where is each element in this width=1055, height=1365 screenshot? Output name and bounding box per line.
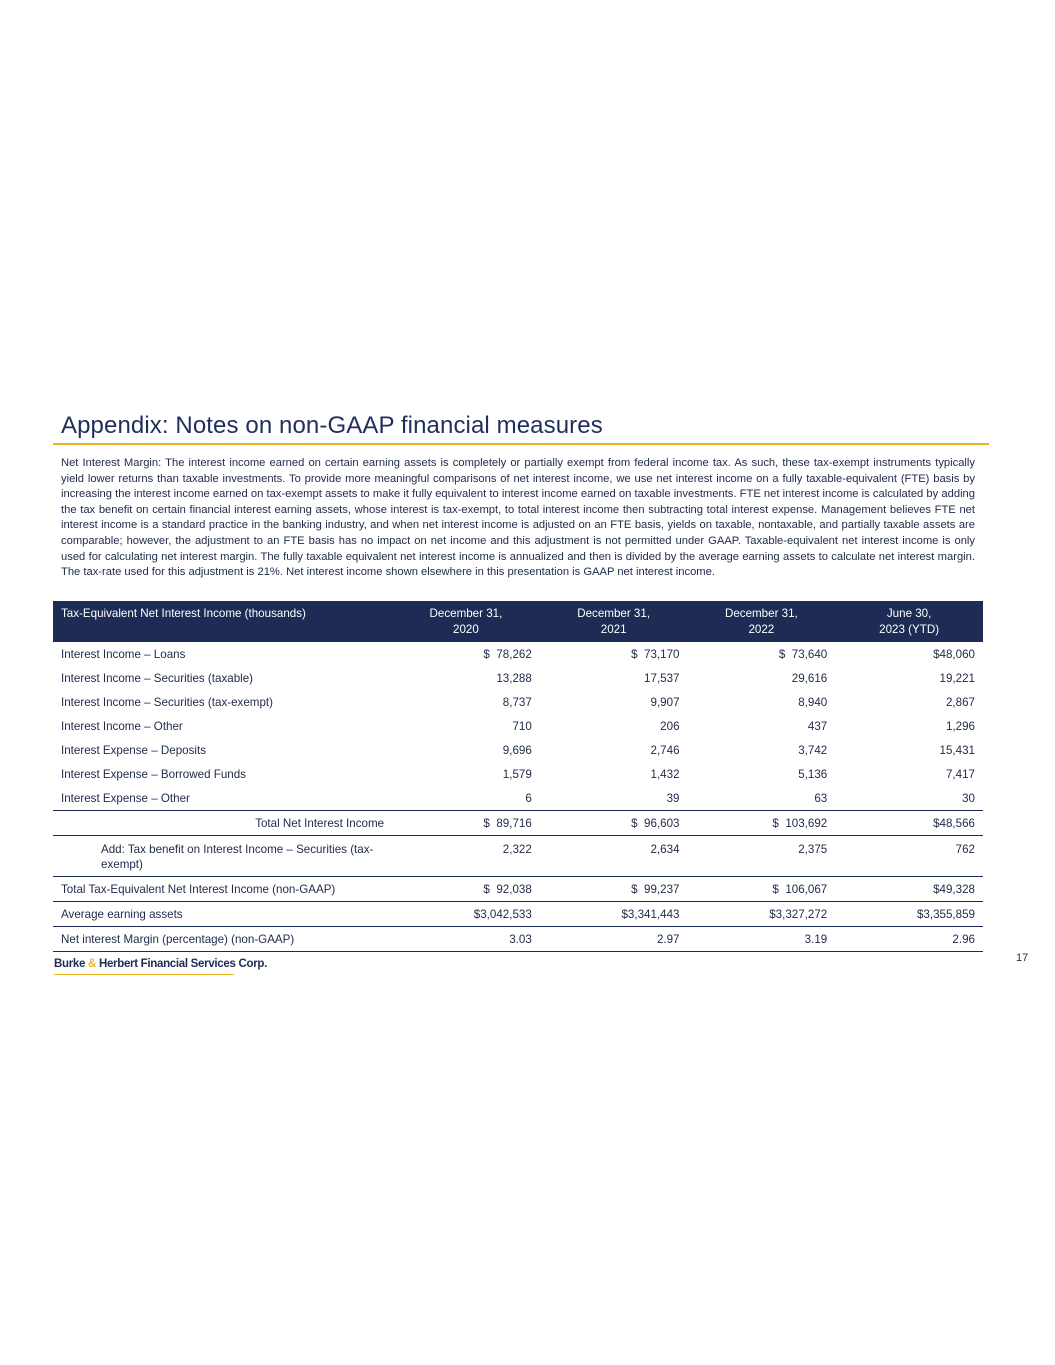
cell-value: 2.96 — [835, 927, 983, 952]
total-row — [53, 811, 983, 836]
total-row — [53, 877, 983, 902]
company-logo: Burke & Herbert Financial Services Corp. — [54, 958, 268, 970]
cell-value: 2.97 — [540, 927, 688, 952]
intro-paragraph: Net Interest Margin: The interest income earned on certain earning assets is completely or partially exempt from federal income tax. As such, these tax-exempt instruments typically yield lower returns than taxable investments. To provide more meaningful comparisons of net interest income, we use net interest income on a fully taxable-equivalent (FTE) basis by increasing the interest income earned on tax-exempt assets to make it fully equivalent to interest income earned on taxable investments. FTE net interest income is calculated by adding the tax benefit on certain financial interest earning assets, whose interest is tax-exempt, to total interest income then subtracting total interest expense. Management believes FTE net interest income is a standard practice in the banking industry, and when net interest income is adjusted on an FTE basis, yields on taxable, nontaxable, and partially taxable assets are comparable; however, the adjustment to an FTE basis has no impact on net income and this adjustment is not permitted under GAAP. Taxable-equivalent net interest income is only used for calculating net interest margin. The fully taxable equivalent net interest income is annualized and then is divided by the average earning assets to calculate net interest margin. The tax-rate used for this adjustment is 21%. Net interest income shown elsewhere in this presentation is GAAP net interest income. — [61, 457, 975, 579]
page-number: 17 — [1016, 952, 1029, 964]
cell-value: 8,737 — [502, 695, 532, 709]
cell-value: 8,940 — [798, 695, 828, 709]
row-label: Total Net Interest Income — [53, 811, 392, 836]
table-row — [53, 714, 983, 738]
column-header-2022: December 31, 2022 — [724, 607, 798, 636]
table-row — [53, 762, 983, 786]
table-row — [53, 786, 983, 811]
row-label: Interest Income – Other — [61, 719, 183, 733]
cell-value: 2,322 — [392, 836, 540, 877]
cell-value: $48,060 — [933, 647, 975, 661]
cell-value: 3.19 — [688, 927, 836, 952]
cell-value: 9,907 — [650, 695, 680, 709]
cell-value: 2,634 — [540, 836, 688, 877]
cell-value: $ 96,603 — [540, 811, 688, 836]
table-row — [53, 738, 983, 762]
row-label: Interest Income – Securities (taxable) — [61, 671, 254, 685]
table-row — [53, 836, 983, 877]
cell-value: $3,355,859 — [835, 902, 983, 927]
cell-value: $ 73,170 — [631, 647, 680, 661]
fte-net-interest-income-table — [53, 601, 983, 952]
table-header-label: Tax-Equivalent Net Interest Income (thousands) — [61, 607, 306, 620]
cell-value: 7,417 — [945, 767, 975, 781]
cell-value: 3,742 — [798, 743, 828, 757]
cell-value: $ 73,640 — [778, 647, 828, 661]
cell-value: 6 — [525, 791, 532, 805]
cell-value: 2,375 — [688, 836, 836, 877]
column-header-2021: December 31, 2021 — [577, 607, 651, 636]
row-label: Interest Expense – Other — [61, 791, 190, 805]
cell-value: 9,696 — [502, 743, 532, 757]
cell-value: $ 78,262 — [483, 647, 532, 661]
logo-underline — [54, 974, 234, 975]
cell-value: 30 — [962, 791, 975, 805]
row-label: Interest Income – Securities (tax-exempt) — [61, 695, 273, 709]
table-row — [53, 902, 983, 927]
title-underline — [53, 443, 989, 445]
row-label: Average earning assets — [53, 902, 392, 927]
table-row — [53, 642, 983, 666]
cell-value: $ 89,716 — [392, 811, 540, 836]
cell-value: $3,327,272 — [688, 902, 836, 927]
column-header-2020: December 31, 2020 — [429, 607, 503, 636]
cell-value: 710 — [512, 719, 532, 733]
table-row — [53, 666, 983, 690]
cell-value: 762 — [835, 836, 983, 877]
cell-value: 15,431 — [939, 743, 975, 757]
cell-value: 3.03 — [392, 927, 540, 952]
row-label: Total Tax-Equivalent Net Interest Income (non-GAAP) — [53, 877, 392, 902]
row-label: Interest Expense – Deposits — [61, 743, 207, 757]
row-label: Interest Expense – Borrowed Funds — [61, 767, 246, 781]
cell-value: 13,288 — [496, 671, 532, 685]
cell-value: 19,221 — [939, 671, 975, 685]
cell-value: 1,432 — [650, 767, 680, 781]
row-label: Net interest Margin (percentage) (non-GAAP) — [53, 927, 392, 952]
cell-value: 1,579 — [502, 767, 532, 781]
cell-value: 2,746 — [650, 743, 680, 757]
table-header-row — [53, 601, 983, 642]
cell-value: $ 106,067 — [688, 877, 836, 902]
cell-value: $ 103,692 — [688, 811, 836, 836]
cell-value: $ 92,038 — [392, 877, 540, 902]
cell-value: 17,537 — [644, 671, 680, 685]
table-row — [53, 927, 983, 952]
cell-value: $49,328 — [835, 877, 983, 902]
cell-value: 29,616 — [791, 671, 828, 685]
row-label: Interest Income – Loans — [61, 647, 186, 661]
cell-value: 1,296 — [945, 719, 975, 733]
cell-value: 206 — [660, 719, 680, 733]
cell-value: 5,136 — [798, 767, 828, 781]
cell-value: 63 — [814, 791, 828, 805]
row-label: Add: Tax benefit on Interest Income – Securities (tax-exempt) — [53, 836, 392, 877]
cell-value: 39 — [666, 791, 680, 805]
cell-value: $3,042,533 — [392, 902, 540, 927]
cell-value: $3,341,443 — [540, 902, 688, 927]
cell-value: 2,867 — [945, 695, 975, 709]
cell-value: $ 99,237 — [540, 877, 688, 902]
column-header-2023-ytd: June 30, 2023 (YTD) — [879, 607, 940, 636]
page-title: Appendix: Notes on non-GAAP financial measures — [61, 412, 603, 439]
cell-value: 437 — [807, 719, 828, 733]
table-row — [53, 690, 983, 714]
cell-value: $48,566 — [835, 811, 983, 836]
